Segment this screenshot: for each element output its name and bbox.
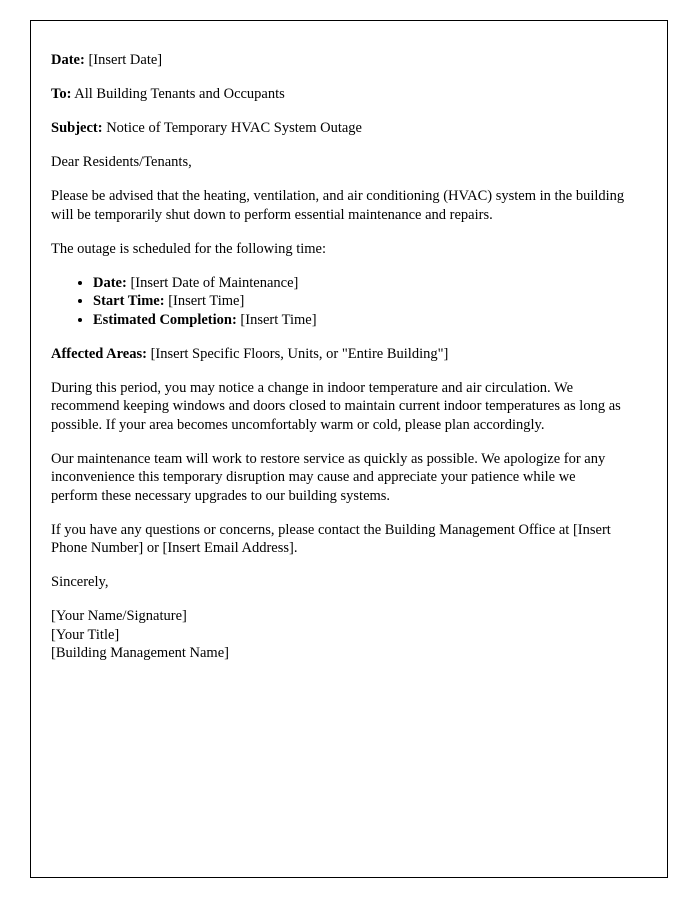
signature-title: [Your Title] — [51, 626, 120, 643]
to-label: To: — [51, 86, 72, 102]
date-value: [Insert Date] — [84, 52, 163, 68]
to-value: All Building Tenants and Occupants — [71, 86, 285, 102]
bullet-item-start-time — [93, 292, 625, 311]
body-paragraph-intro: Please be advised that the heating, ventilation, and air conditioning (HVAC) system in the building will be temporarily shut down to perform essential maintenance and repairs. — [51, 188, 625, 223]
body-paragraph-during: During this period, you may notice a change in indoor temperature and air circulation. We recommend keeping windows and doors closed to maintain current indoor temperatures as long as possible. If your area becomes uncomfortably warm or cold, please plan accordingly. — [51, 379, 621, 433]
salutation: Dear Residents/Tenants, — [51, 154, 192, 170]
date-line — [51, 51, 625, 70]
bullet-date-label: Date: — [93, 274, 127, 291]
affected-areas-label: Affected Areas: — [51, 345, 147, 362]
date-label: Date: — [51, 52, 85, 68]
closing: Sincerely, — [51, 574, 109, 590]
bullet-item-date — [93, 274, 625, 293]
subject-value: Notice of Temporary HVAC System Outage — [102, 120, 362, 136]
bullet-start-label: Start Time: — [93, 293, 165, 309]
letter-page — [30, 20, 668, 878]
bullet-completion-value: [Insert Time] — [236, 311, 317, 328]
body-paragraph-contact: If you have any questions or concerns, please contact the Building Management Office at [Insert Phone Number] or [Insert Email Address]. — [51, 521, 611, 556]
affected-areas-line — [51, 345, 625, 364]
subject-line — [51, 119, 625, 138]
body-paragraph-restore: Our maintenance team will work to restore service as quickly as possible. We apologize for any inconvenience this temporary disruption may cause and appreciate your patience while we perform these necessary upgrades to our building systems. — [51, 450, 606, 504]
bullet-item-completion — [93, 311, 625, 330]
signature-block — [51, 607, 625, 663]
bullet-start-value: [Insert Time] — [164, 293, 245, 309]
signature-name: [Your Name/Signature] — [51, 608, 187, 624]
bullet-list — [51, 274, 625, 330]
bullet-completion-label: Estimated Completion: — [93, 311, 237, 328]
bullet-date-value: [Insert Date of Maintenance] — [126, 274, 299, 291]
to-line — [51, 85, 625, 104]
subject-label: Subject: — [51, 120, 103, 136]
signature-company: [Building Management Name] — [51, 645, 229, 661]
affected-areas-value: [Insert Specific Floors, Units, or "Entire Building"] — [146, 345, 449, 362]
body-paragraph-schedule: The outage is scheduled for the following time: — [51, 240, 327, 257]
